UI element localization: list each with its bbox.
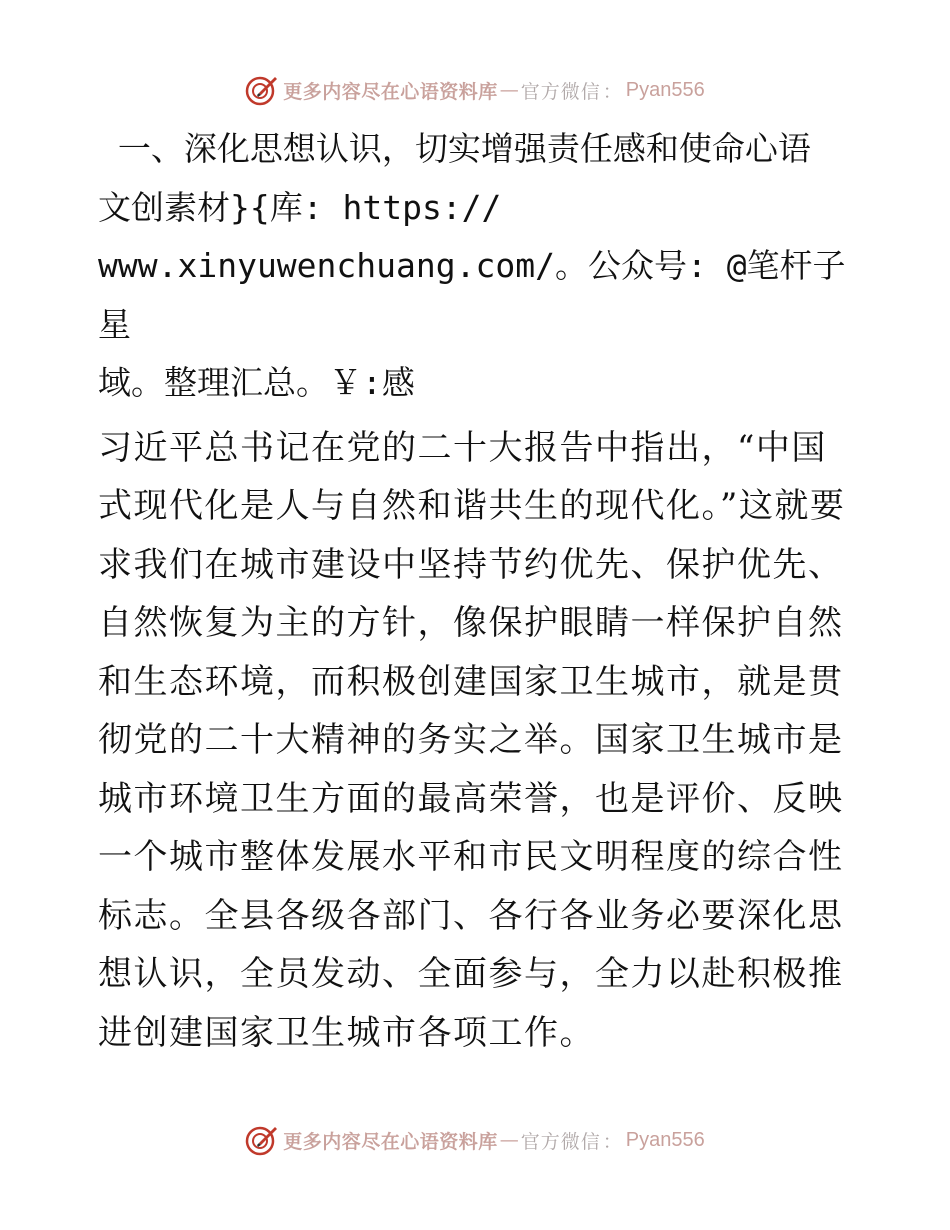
heading-line-3: www.xinyuwenchuang.com/。公众号: @笔杆子星 xyxy=(98,246,846,344)
banner-account-id: Pyan556 xyxy=(625,1128,705,1151)
document-body xyxy=(98,120,858,1062)
banner-dash: — xyxy=(499,1129,519,1151)
footer-banner xyxy=(0,1120,950,1160)
banner-official-label: 官方微信 xyxy=(520,1130,601,1153)
pen-nib-logo-icon xyxy=(245,1123,279,1157)
heading-line-1: 一、深化思想认识，切实增强责任感和使命心语 xyxy=(98,129,811,168)
pen-nib-logo-icon xyxy=(245,73,279,107)
banner-official-label: 官方微信 xyxy=(520,80,601,103)
header-banner xyxy=(0,70,950,110)
banner-colon: ： xyxy=(602,1130,622,1153)
heading-line-4: 域。整理汇总。￥:感 xyxy=(98,363,415,402)
heading-line-2: 文创素材}{库: https:// xyxy=(98,187,502,227)
body-paragraph: 习近平总书记在党的二十大报告中指出，“中国式现代化是人与自然和谐共生的现代化。”这就要求我们在城市建设中坚持节约优先、保护优先、自然恢复为主的方针，像保护眼睛一样保护自然和生态环境，而积极创建国家卫生城市，就是贯彻党的二十大精神的务实之举。国家卫生城市是城市环境卫生方面的最高荣誉，也是评价、反映一个城市整体发展水平和市民文明程度的综合性标志。全县各级各部门、各行各业务必要深化思想认识，全员发动、全面参与，全力以赴积极推进创建国家卫生城市各项工作。 xyxy=(98,427,846,1053)
banner-slogan: 更多内容尽在心语资料库 xyxy=(283,1130,498,1153)
banner-colon: ： xyxy=(602,80,622,103)
banner-account-id: Pyan556 xyxy=(625,78,705,101)
banner-slogan: 更多内容尽在心语资料库 xyxy=(283,80,498,103)
section-heading xyxy=(98,120,858,413)
banner-dash: — xyxy=(499,79,519,101)
